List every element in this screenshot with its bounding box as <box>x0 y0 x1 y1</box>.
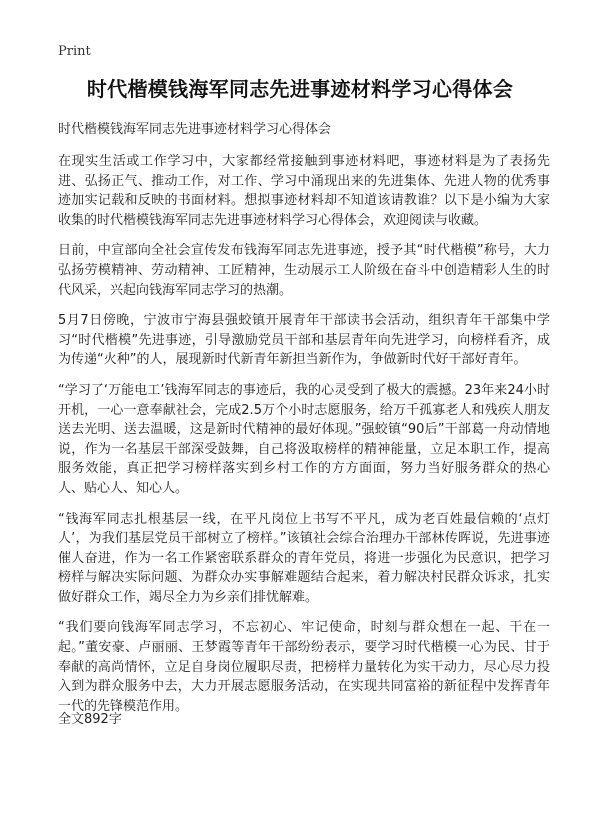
article-subtitle: 时代楷模钱海军同志先进事迹材料学习心得体会 <box>58 122 332 137</box>
article-body <box>58 152 550 727</box>
word-count: 全文892字 <box>58 712 122 727</box>
paragraph-quote-ge: “学习了‘万能电工’钱海军同志的事迹后，我的心灵受到了极大的震撼。23年来24小时开机，一心一意奉献社会，完成2.5万个小时志愿服务，给万千孤寡老人和残疾人朋友送去光明、送去温暖，这是新时代精神的最好体现。”强蛟镇“90后”干部葛一舟动情地说，作为一名基层干部深受鼓舞，自己将汲取榜样的精神能量，立足本职工作，提高服务效能，真正把学习榜样落实到乡村工作的方方面面，努力当好服务群众的热心人、贴心人、知心人。 <box>58 382 550 496</box>
paragraph-youth-cadres: “我们要向钱海军同志学习，不忘初心、牢记使命，时刻与群众想在一起、干在一起。”董安豪、卢丽丽、王梦霞等青年干部纷纷表示，要学习时代楷模一心为民、甘于奉献的高尚情怀，立足自身岗位履职尽责，把榜样力量转化为实干动力，尽心尽力投入到为群众服务中去，大力开展志愿服务活动，在实现共同富裕的新征程中发挥青年一代的先锋模范作用。 <box>58 620 550 714</box>
paragraph-quote-lin: “钱海军同志扎根基层一线，在平凡岗位上书写不平凡，成为老百姓最信赖的‘点灯人’，为我们基层党员干部树立了榜样。”该镇社会综合治理办干部林传晖说，先进事迹催人奋进，作为一名工作紧密联系群众的青年党员，将进一步强化为民意识，把学习榜样与解决实际问题、为群众办实事解难题结合起来，着力解决村民群众诉求，扎实做好群众工作，竭尽全力为乡亲们排忧解难。 <box>58 511 550 605</box>
paragraph-intro: 在现实生活或工作学习中，大家都经常接触到事迹材料吧，事迹材料是为了表扬先进、弘扬正气、推动工作，对工作、学习中涌现出来的先进集体、先进人物的优秀事迹加实记载和反映的书面材料。想拟事迹材料却不知道该请教谁？以下是小编为大家收集的时代楷模钱海军同志先进事迹材料学习心得体会，欢迎阅读与收藏。 <box>58 154 550 228</box>
paragraph-announcement: 日前，中宣部向全社会宣传发布钱海军同志先进事迹，授予其“时代楷模”称号，大力弘扬劳模精神、劳动精神、工匠精神，生动展示工人阶级在奋斗中创造精彩人生的时代风采，兴起向钱海军同志学习的热潮。 <box>58 243 550 298</box>
page-title: 时代楷模钱海军同志先进事迹材料学习心得体会 <box>86 77 514 101</box>
print-link[interactable]: Print <box>58 44 91 59</box>
paragraph-reading-event: 5月7日傍晚，宁波市宁海县强蛟镇开展青年干部读书会活动，组织青年干部集中学习“时代楷模”先进事迹，引导激励党员干部和基层青年向先进学习，向榜样看齐，成为传递“火种”的人，展现新时代新青年新担当新作为，争做新时代好干部好青年。 <box>58 313 550 368</box>
